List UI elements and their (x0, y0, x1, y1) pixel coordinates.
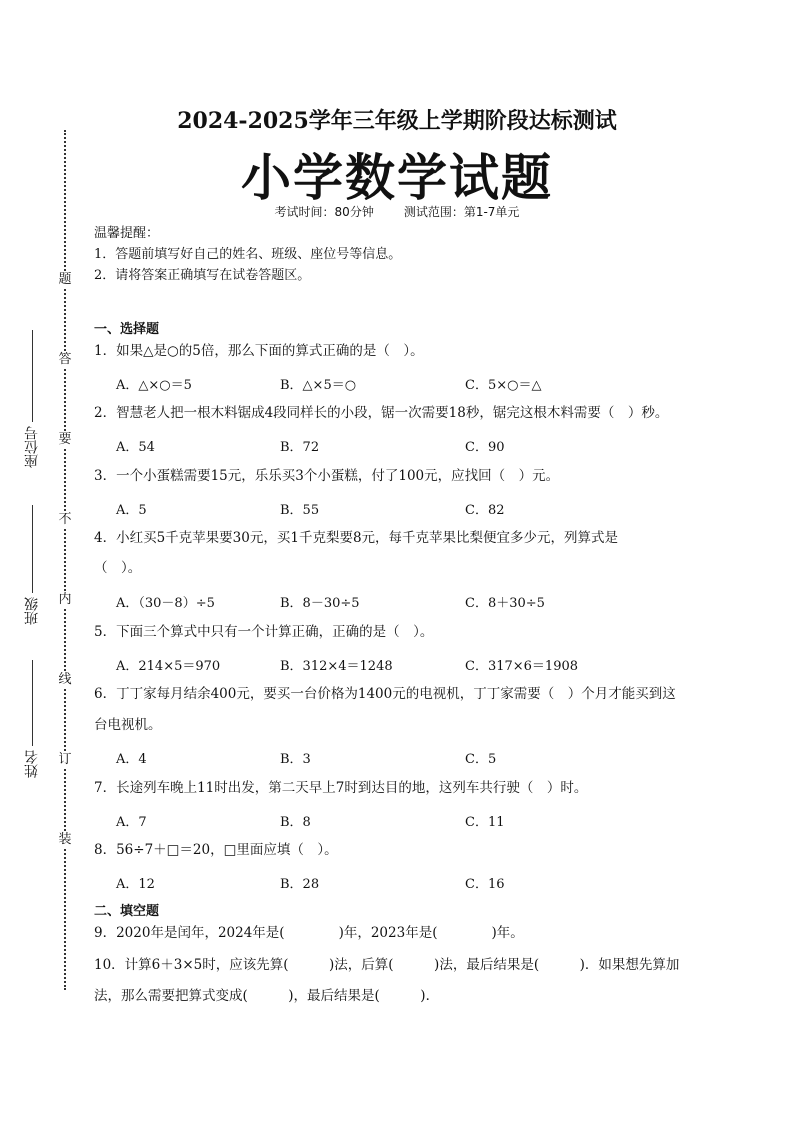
note-item: 2．请将答案正确填写在试卷答题区。 (94, 268, 311, 283)
option-b[interactable]: B．3 (280, 752, 311, 767)
binding-char: 线 (58, 672, 72, 687)
options-8 (116, 873, 676, 893)
question-10-cont: 法，那么需要把算式变成( )，最后结果是( )． (94, 988, 440, 1004)
options-5 (116, 655, 676, 675)
section-title: 一、选择题 (94, 322, 160, 337)
binding-char: 答 (58, 352, 72, 367)
question-5: 5．下面三个算式中只有一个计算正确，正确的是（ ）。 (94, 624, 434, 640)
binding-char: 内 (58, 592, 72, 607)
question-1: 1．如果△是○的5倍，那么下面的算式正确的是（ ）。 (94, 343, 424, 359)
question-9: 9．2020年是闰年，2024年是( )年，2023年是( )年。 (94, 925, 524, 941)
option-b[interactable]: B．55 (280, 503, 320, 518)
class-label: 班级 (24, 597, 40, 625)
note-item: 1．答题前填写好自己的姓名、班级、座位号等信息。 (94, 247, 402, 262)
binding-char: 订 (58, 752, 72, 767)
option-c[interactable]: C．317×6＝1908 (465, 659, 579, 674)
binding-char: 不 (58, 512, 72, 527)
exam-title: 小学数学试题 (241, 148, 553, 207)
exam-scope: 测试范围：第1-7单元 (403, 205, 520, 219)
option-a[interactable]: A．（30－8）÷5 (116, 596, 215, 611)
option-c[interactable]: C．90 (465, 440, 505, 455)
question-8: 8．56÷7＋□＝20，□里面应填（ ）。 (94, 842, 338, 858)
exam-subtitle: 2024-2025学年三年级上学期阶段达标测试 (177, 108, 617, 134)
option-b[interactable]: B．8 (280, 815, 311, 830)
option-a[interactable]: A．214×5＝970 (116, 659, 221, 674)
option-c[interactable]: C．82 (465, 503, 505, 518)
section-title: 二、填空题 (94, 904, 160, 919)
question-6-cont: 台电视机。 (94, 717, 162, 733)
option-a[interactable]: A．4 (116, 752, 147, 767)
option-c[interactable]: C．5 (465, 752, 497, 767)
option-a[interactable]: A．7 (116, 815, 147, 830)
class-field[interactable] (22, 505, 42, 625)
option-c[interactable]: C．11 (465, 815, 505, 830)
exam-info (0, 203, 794, 220)
question-4: 4．小红买5千克苹果要30元，买1千克梨要8元，每千克苹果比梨便宜多少元，列算式是 (94, 530, 619, 546)
option-b[interactable]: B．△×5＝○ (280, 378, 357, 393)
seat-number-label: 座位号 (24, 426, 40, 468)
question-4-cont: （ ）。 (94, 560, 142, 576)
question-7: 7．长途列车晚上11时出发，第二天早上7时到达目的地，这列车共行驶（ ）时。 (94, 780, 588, 796)
name-field[interactable] (22, 660, 42, 778)
name-label: 姓名 (24, 750, 40, 778)
option-b[interactable]: B．8－30÷5 (280, 596, 360, 611)
binding-dotted-line (64, 130, 66, 990)
question-10: 10．计算6＋3×5时，应该先算( )法，后算( )法，最后结果是( )．如果想先算加 (94, 957, 680, 973)
option-a[interactable]: A．△×○＝5 (116, 378, 192, 393)
option-a[interactable]: A．5 (116, 503, 147, 518)
option-b[interactable]: B．72 (280, 440, 320, 455)
options-3 (116, 499, 676, 519)
option-c[interactable]: C．16 (465, 877, 505, 892)
options-1 (116, 374, 676, 394)
binding-char: 装 (58, 832, 72, 847)
option-c[interactable]: C．5×○＝△ (465, 378, 542, 393)
exam-time: 考试时间：80分钟 (274, 205, 374, 219)
option-a[interactable]: A．54 (116, 440, 155, 455)
binding-char: 要 (58, 432, 72, 447)
option-b[interactable]: B．28 (280, 877, 320, 892)
seat-number-field[interactable] (22, 330, 42, 468)
options-7 (116, 811, 676, 831)
option-c[interactable]: C．8＋30÷5 (465, 596, 545, 611)
question-3: 3．一个小蛋糕需要15元，乐乐买3个小蛋糕，付了100元，应找回（ ）元。 (94, 468, 560, 484)
option-a[interactable]: A．12 (116, 877, 155, 892)
notes-heading: 温馨提醒： (94, 226, 160, 241)
options-6 (116, 748, 676, 768)
question-6: 6．丁丁家每月结余400元，要买一台价格为1400元的电视机，丁丁家需要（ ）个月才能买到这 (94, 686, 676, 702)
options-2 (116, 436, 676, 456)
option-b[interactable]: B．312×4＝1248 (280, 659, 393, 674)
options-4 (116, 592, 676, 612)
binding-char: 题 (58, 272, 72, 287)
notes (94, 223, 401, 286)
question-2: 2．智慧老人把一根木料锯成4段同样长的小段，锯一次需要18秒，锯完这根木料需要（ ）秒。 (94, 405, 669, 421)
